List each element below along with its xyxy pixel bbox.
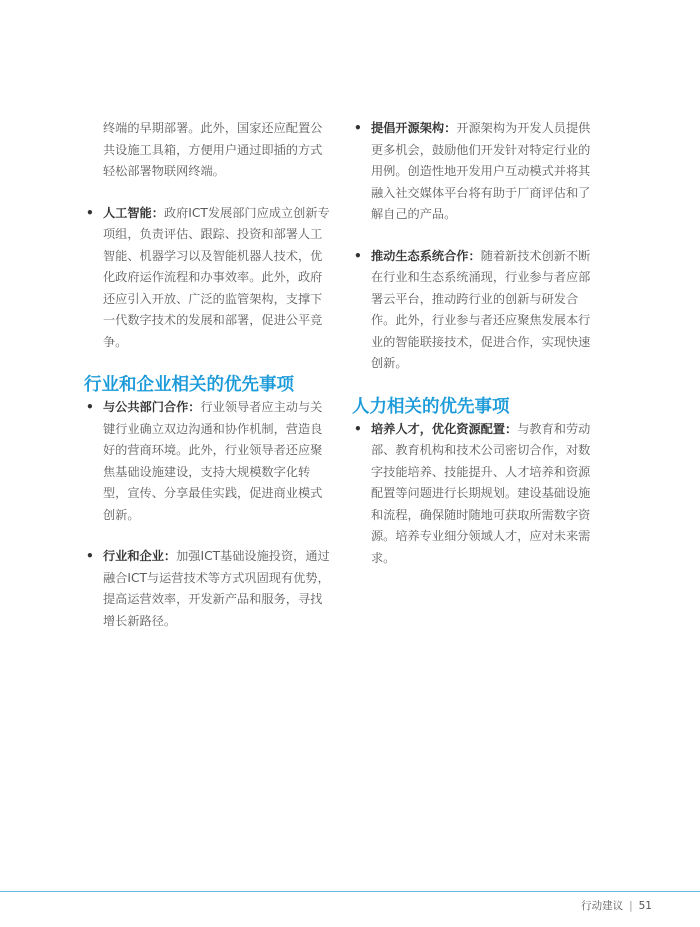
footer-separator: | [629,900,633,912]
bullet-icon: • [86,205,94,220]
list-item [352,118,602,226]
list-item [352,246,602,375]
bullet-icon: • [354,421,362,436]
bullet-icon: • [354,121,362,135]
section-heading-talent: 人力相关的优先事项 [352,396,510,417]
item-label: 行业和企业： [103,549,177,563]
item-text: 加强ICT基础设施投资，通过融合ICT与运营技术等方式巩固现有优势，提高运营效率，开发新产品和服务，寻找增长新路径。 [103,549,330,628]
right-column [352,118,602,589]
left-bullet-list-2 [84,397,334,632]
list-item [84,546,334,632]
item-text: 行业领导者应主动与关键行业确立双边沟通和协作机制，营造良好的营商环境。此外，行业领导者还应聚焦基础设施建设，支持大规模数字化转型，宣传、分享最佳实践，促进商业模式创新。 [103,400,323,522]
page-number: 51 [638,900,652,912]
page-footer [581,898,652,913]
bullet-icon: • [86,549,94,563]
item-label: 与公共部门合作： [103,400,201,414]
footer-section-title: 行动建议 [581,900,624,912]
right-bullet-list-1 [352,118,602,375]
list-item [84,397,334,526]
item-text: 随着新技术创新不断在行业和生态系统涌现，行业参与者应部署云平台，推动跨行业的创新与研发合作。此外，行业参与者还应聚焦发展本行业的智能联接技术，促进合作，实现快速创新。 [371,248,591,370]
list-item [352,419,602,570]
footer-rule [0,891,700,892]
bullet-icon: • [354,248,362,263]
item-text: 开源架构为开发人员提供更多机会，鼓励他们开发针对特定行业的用例。创造性地开发用户互动模式并将其融入社交媒体平台将有助于厂商评估和了解自己的产品。 [371,121,591,221]
item-text: 政府ICT发展部门应成立创新专项组，负责评估、跟踪、投资和部署人工智能、机器学习以及智能机器人技术，优化政府运作流程和办事效率。此外，政府还应引入开放、广泛的监管架构，支撑下一代数字技术的发展和部署，促进公平竞争。 [103,205,330,349]
item-label: 推动生态系统合作： [371,248,481,263]
bullet-icon: • [86,400,94,414]
left-bullet-list-1 [84,203,334,354]
left-column [84,118,334,652]
item-label: 培养人才，优化资源配置： [371,421,518,436]
item-label: 提倡开源架构： [371,121,457,135]
section-heading-industry: 行业和企业相关的优先事项 [84,375,294,395]
continuation-paragraph: 终端的早期部署。此外，国家还应配置公共设施工具箱，方便用户通过即插的方式轻松部署物联网终端。 [103,121,323,178]
item-label: 人工智能： [103,205,164,220]
item-text: 与教育和劳动部、教育机构和技术公司密切合作，对数字技能培养、技能提升、人才培养和资源配置等问题进行长期规划。建设基础设施和流程，确保随时随地可获取所需数字资源。培养专业细分领域人才，应对未来需求。 [371,421,591,565]
right-bullet-list-2 [352,419,602,570]
list-item [84,203,334,354]
